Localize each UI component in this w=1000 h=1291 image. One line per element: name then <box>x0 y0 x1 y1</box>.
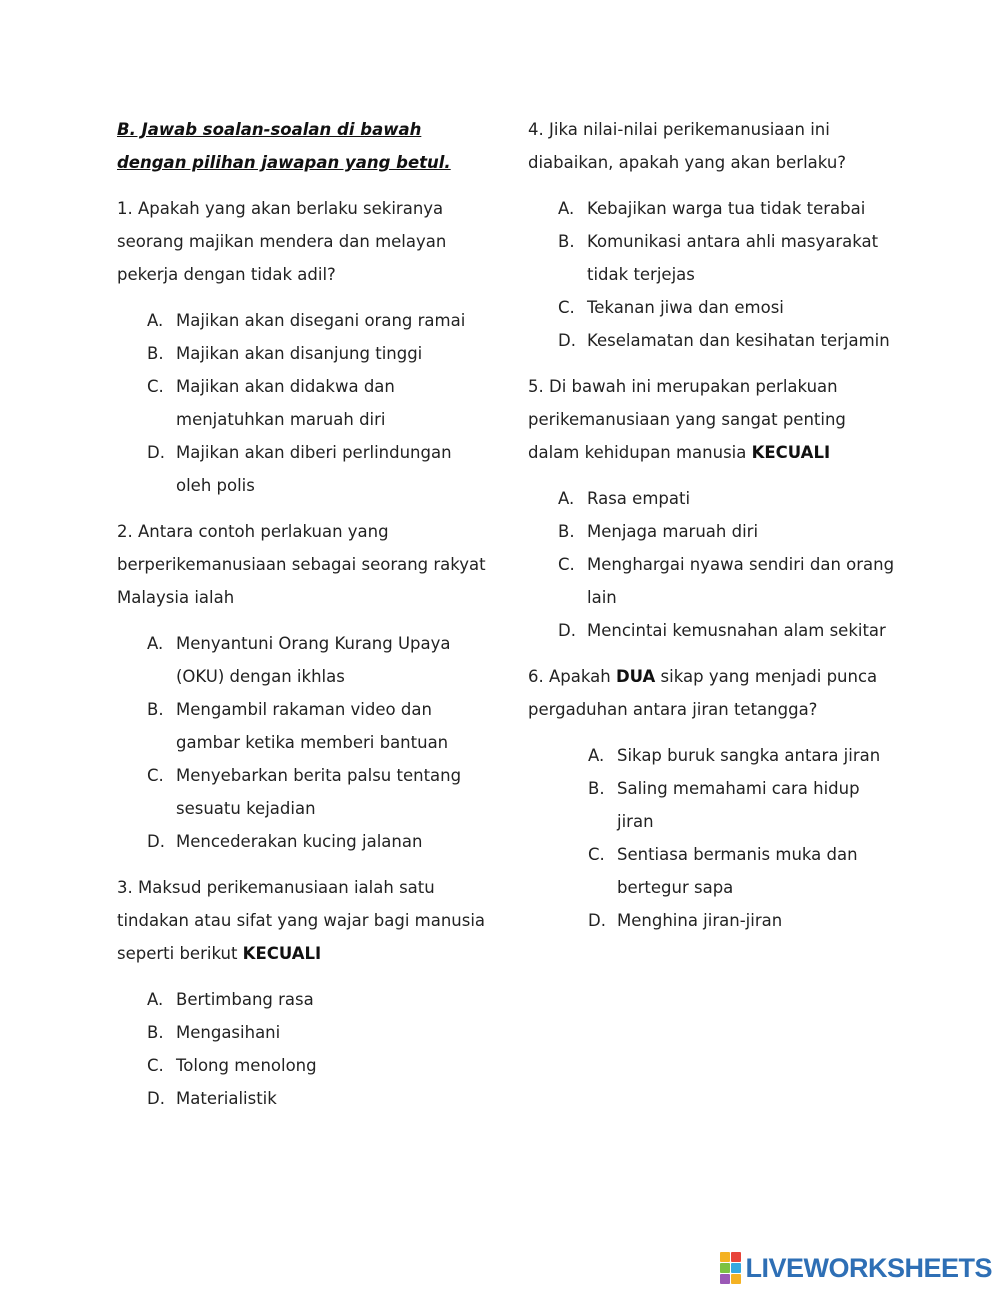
emphasis-kecuali: KECUALI <box>751 443 831 462</box>
option[interactable]: B. Mengasihani <box>147 1023 281 1042</box>
emphasis-kecuali: KECUALI <box>242 944 322 963</box>
section-heading <box>117 113 487 179</box>
option[interactable]: C. Menyebarkan berita palsu tentang sesuatu kejadian <box>147 766 462 818</box>
option[interactable]: D. Materialistik <box>147 1089 277 1108</box>
option[interactable]: B. Majikan akan disanjung tinggi <box>147 344 423 363</box>
option[interactable]: C. Tekanan jiwa dan emosi <box>558 298 784 317</box>
logo-block <box>720 1263 730 1273</box>
logo-text: LIVEWORKSHEETS <box>745 1252 992 1283</box>
option[interactable]: D. Mencintai kemusnahan alam sekitar <box>558 621 886 640</box>
heading-line-2: dengan pilihan jawapan yang betul. <box>117 153 451 172</box>
option[interactable]: C. Menghargai nyawa sendiri dan orang lain <box>558 555 895 607</box>
question-2: 2. Antara contoh perlakuan yang berperikemanusiaan sebagai seorang rakyat Malaysia ialah <box>117 522 486 607</box>
logo-block <box>720 1252 730 1262</box>
option[interactable]: A. Bertimbang rasa <box>147 990 314 1009</box>
emphasis-dua: DUA <box>615 667 656 686</box>
option[interactable]: A. Menyantuni Orang Kurang Upaya (OKU) dengan ikhlas <box>147 634 451 686</box>
option[interactable]: B. Mengambil rakaman video dan gambar ketika memberi bantuan <box>147 700 449 752</box>
question-4-options <box>528 192 898 357</box>
question-4: 4. Jika nilai-nilai perikemanusiaan ini diabaikan, apakah yang akan berlaku? <box>528 120 847 172</box>
question-1: 1. Apakah yang akan berlaku sekiranya seorang majikan mendera dan melayan pekerja dengan tidak adil? <box>117 199 447 284</box>
option[interactable]: D. Majikan akan diberi perlindungan oleh polis <box>147 443 452 495</box>
question-5: 5. Di bawah ini merupakan perlakuan perikemanusiaan yang sangat penting dalam kehidupan manusia KECUALI <box>528 377 846 462</box>
question-5-options <box>528 482 898 647</box>
option[interactable]: B. Saling memahami cara hidup jiran <box>588 779 860 831</box>
question-3: 3. Maksud perikemanusiaan ialah satu tindakan atau sifat yang wajar bagi manusia seperti berikut KECUALI <box>117 878 486 963</box>
option[interactable]: C. Tolong menolong <box>147 1056 317 1075</box>
question-2-options <box>117 627 487 858</box>
option[interactable]: D. Menghina jiran-jiran <box>588 911 783 930</box>
option[interactable]: A. Rasa empati <box>558 489 691 508</box>
left-column <box>117 113 487 1128</box>
question-3-options <box>117 983 487 1115</box>
option[interactable]: D. Mencederakan kucing jalanan <box>147 832 423 851</box>
logo-block <box>731 1274 741 1284</box>
option[interactable]: A. Majikan akan disegani orang ramai <box>147 311 466 330</box>
logo-block <box>731 1252 741 1262</box>
question-1-options <box>117 304 487 502</box>
question-6-options <box>528 739 898 937</box>
option[interactable]: B. Komunikasi antara ahli masyarakat tidak terjejas <box>558 232 879 284</box>
logo-block <box>720 1274 730 1284</box>
option[interactable]: A. Sikap buruk sangka antara jiran <box>588 746 881 765</box>
option[interactable]: C. Sentiasa bermanis muka dan bertegur sapa <box>588 845 858 897</box>
question-6: 6. Apakah DUA sikap yang menjadi punca pergaduhan antara jiran tetangga? <box>528 667 878 719</box>
logo-block <box>731 1263 741 1273</box>
option[interactable]: C. Majikan akan didakwa dan menjatuhkan maruah diri <box>147 377 395 429</box>
logo-icon <box>720 1252 741 1284</box>
right-column <box>528 113 898 950</box>
liveworksheets-logo <box>720 1253 992 1283</box>
heading-line-1: B. Jawab soalan-soalan di bawah <box>117 120 422 139</box>
option[interactable]: A. Kebajikan warga tua tidak terabai <box>558 199 866 218</box>
option[interactable]: D. Keselamatan dan kesihatan terjamin <box>558 331 890 350</box>
option[interactable]: B. Menjaga maruah diri <box>558 522 759 541</box>
